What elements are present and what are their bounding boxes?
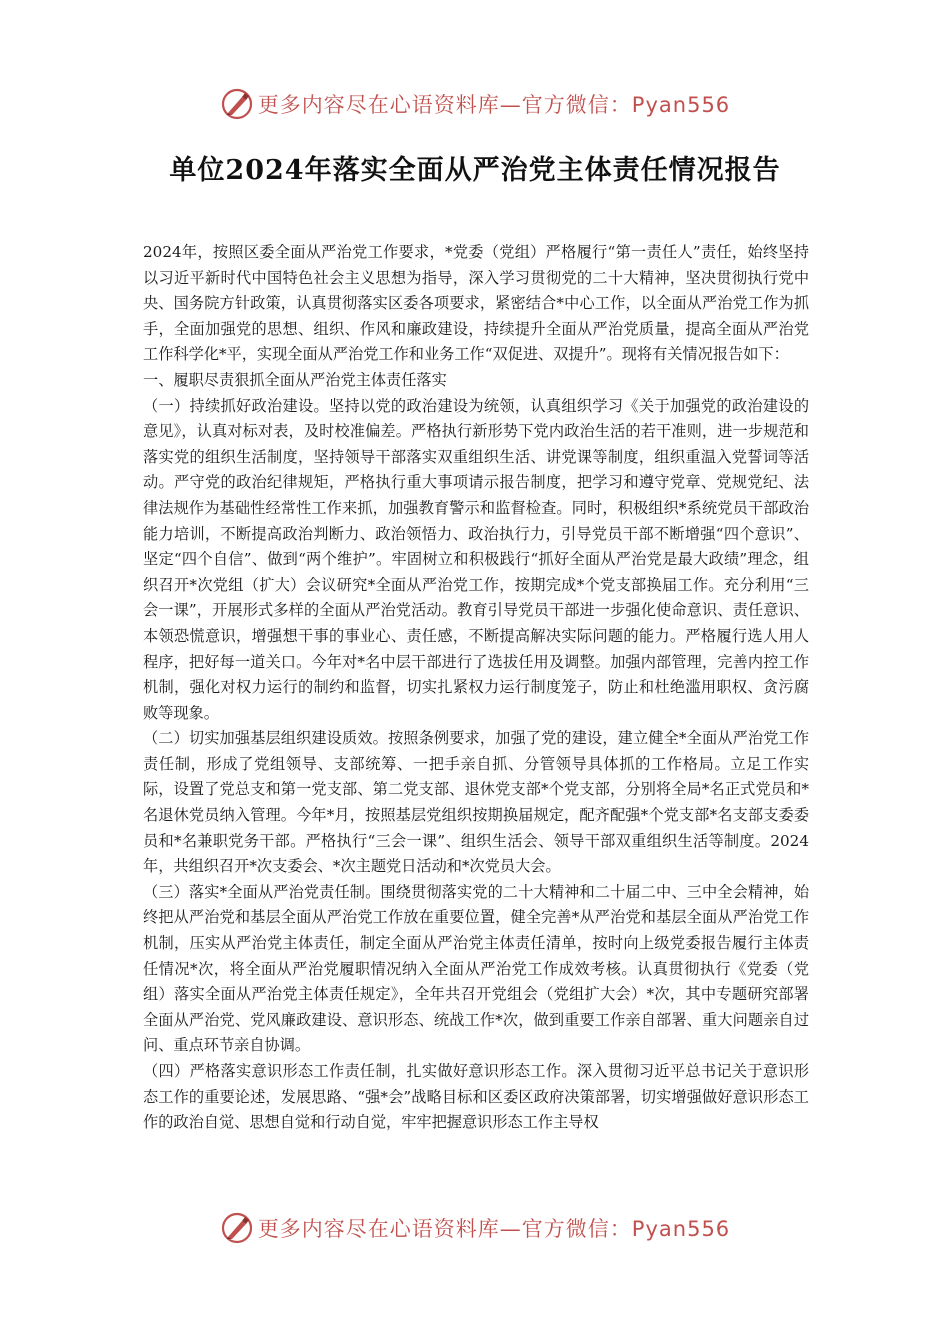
header-watermark-banner bbox=[0, 84, 950, 124]
document-title: 单位2024年落实全面从严治党主体责任情况报告 bbox=[169, 155, 781, 186]
pen-logo-icon bbox=[220, 1211, 254, 1245]
paragraph-4: （四）严格落实意识形态工作责任制，扎实做好意识形态工作。深入贯彻习近平总书记关于意识形态工作的重要论述，发展思路、“强*会”战略目标和区委区政府决策部署，切实增强做好意识形态工作的政治自觉、思想自觉和行动自觉，牢牢把握意识形态工作主导权 bbox=[143, 1062, 809, 1132]
document-body bbox=[143, 240, 809, 1136]
paragraph-3: （三）落实*全面从严治党责任制。围绕贯彻落实党的二十大精神和二十届二中、三中全会精神，始终把从严治党和基层全面从严治党工作放在重要位置，健全完善*从严治党和基层全面从严治党工作机制，压实从严治党主体责任，制定全面从严治党主体责任清单，按时向上级党委报告履行主体责任情况*次，将全面从严治党履职情况纳入全面从严治党工作成效考核。认真贯彻执行《党委（党组）落实全面从严治党主体责任规定》，全年共召开党组会（党组扩大会）*次，其中专题研究部署全面从严治党、党风廉政建设、意识形态、统战工作*次，做到重要工作亲自部署、重大问题亲自过问、重点环节亲自协调。 bbox=[143, 882, 809, 1055]
paragraph-1: （一）持续抓好政治建设。坚持以党的政治建设为统领，认真组织学习《关于加强党的政治建设的意见》，认真对标对表，及时校准偏差。严格执行新形势下党内政治生活的若干准则，进一步规范和落实党的组织生活制度，坚持领导干部落实双重组织生活、讲党课等制度，组织重温入党誓词等活动。严守党的政治纪律规矩，严格执行重大事项请示报告制度，把学习和遵守党章、党规党纪、法律法规作为基础性经常性工作来抓，加强教育警示和监督检查。同时，积极组织*系统党员干部政治能力培训，不断提高政治判断力、政治领悟力、政治执行力，引导党员干部不断增强“四个意识”、坚定“四个自信”、做到“两个维护”。牢固树立和积极践行“抓好全面从严治党是最大政绩”理念，组织召开*次党组（扩大）会议研究*全面从严治党工作，按期完成*个党支部换届工作。充分利用“三会一课”，开展形式多样的全面从严治党活动。教育引导党员干部进一步强化使命意识、责任意识、本领恐慌意识，增强想干事的事业心、责任感，不断提高解决实际问题的能力。严格履行选人用人程序，把好每一道关口。今年对*名中层干部进行了选拔任用及调整。加强内部管理，完善内控工作机制，强化对权力运行的制约和监督，切实扎紧权力运行制度笼子，防止和杜绝滥用职权、贪污腐败等现象。 bbox=[143, 396, 809, 722]
pen-logo-icon bbox=[220, 87, 254, 121]
section-heading-1: 一、履职尽责狠抓全面从严治党主体责任落实 bbox=[143, 370, 447, 389]
paragraph-2: （二）切实加强基层组织建设质效。按照条例要求，加强了党的建设，建立健全*全面从严治党工作责任制，形成了党组领导、支部统筹、一把手亲自抓、分管领导具体抓的工作格局。立足工作实际，设置了党总支和第一党支部、第二党支部、退休党支部*个党支部，分别将全局*名正式党员和*名退休党员纳入管理。今年*月，按照基层党组织按期换届规定，配齐配强*个党支部*名支部支委委员和*名兼职党务干部。严格执行“三会一课”、组织生活会、领导干部双重组织生活等制度。2024年，共组织召开*次支委会、*次主题党日活动和*次党员大会。 bbox=[143, 729, 809, 876]
footer-watermark-banner bbox=[0, 1208, 950, 1248]
banner-text: 更多内容尽在心语资料库—官方微信：Pyan556 bbox=[257, 93, 731, 117]
banner-text: 更多内容尽在心语资料库—官方微信：Pyan556 bbox=[257, 1217, 731, 1241]
paragraph-intro: 2024年，按照区委全面从严治党工作要求，*党委（党组）严格履行“第一责任人”责任，始终坚持以习近平新时代中国特色社会主义思想为指导，深入学习贯彻党的二十大精神，坚决贯彻执行党中央、国务院方针政策，认真贯彻落实区委各项要求，紧密结合*中心工作，以全面从严治党工作为抓手，全面加强党的思想、组织、作风和廉政建设，持续提升全面从严治党质量，提高全面从严治党工作科学化*平，实现全面从严治党工作和业务工作“双促进、双提升”。现将有关情况报告如下： bbox=[143, 243, 809, 364]
